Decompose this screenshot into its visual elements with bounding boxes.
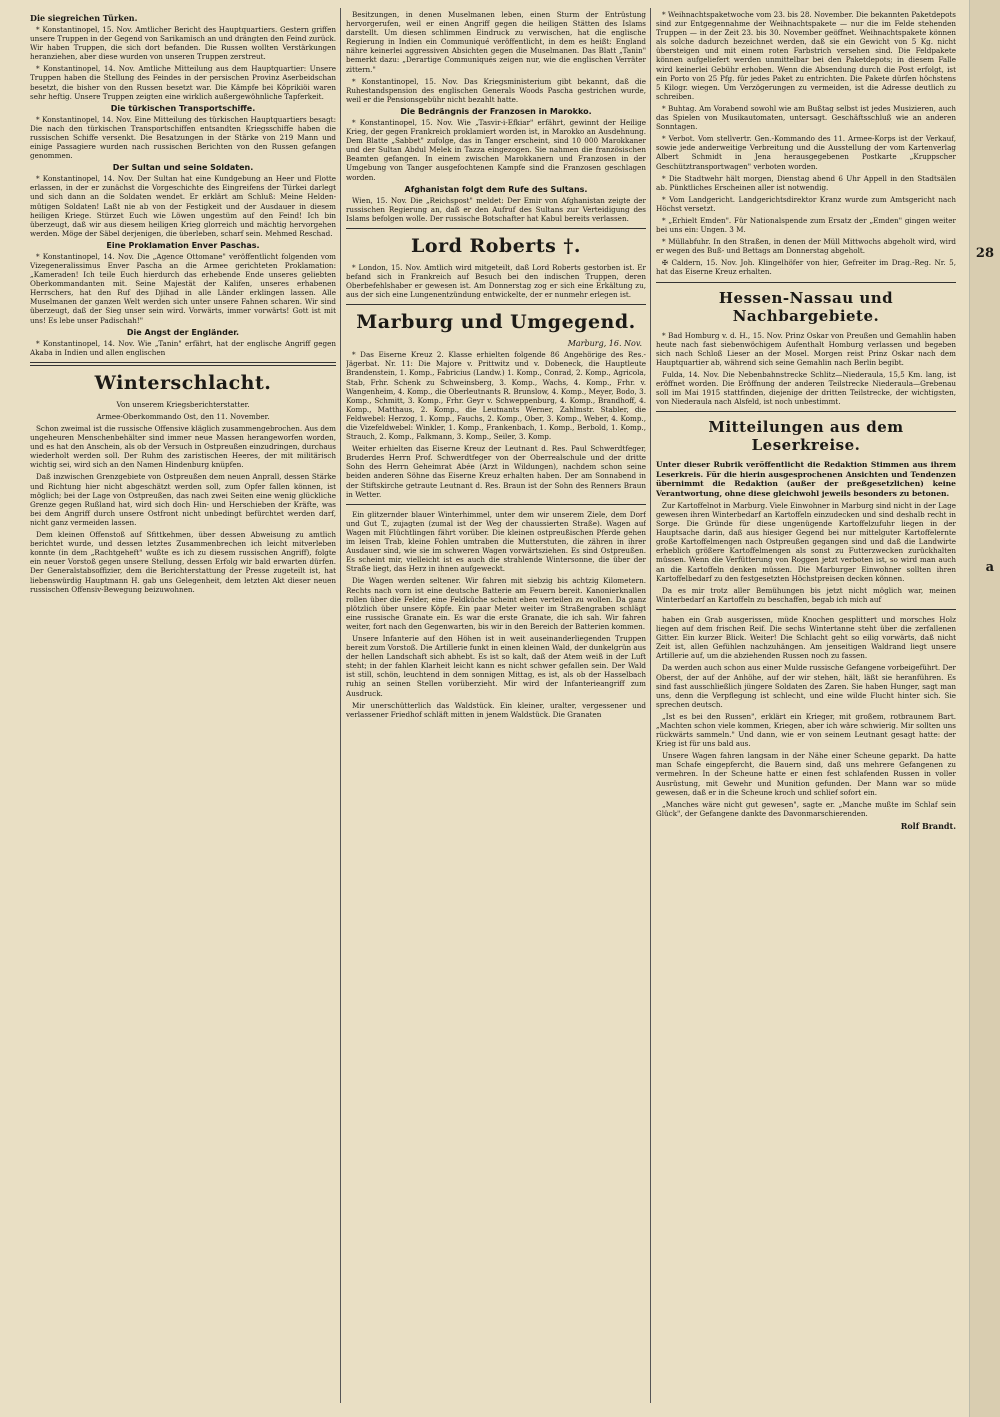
article-title: Mitteilungen aus dem Leserkreise. [708, 418, 904, 455]
dateline: Armee-Oberkommando Ost, den 11. November. [96, 411, 270, 421]
article-paragraph: * Konstantinopel, 15. Nov. Wie „Tasvir-i-Efkiar" erfährt, gewinnt der Heilige Krieg, der gegen Frankreich proklamiert worden ist, in Marokko an Ausdehnung. Dem Blatte „Sabbet" zufolge, das in Tanger erscheint, sind 10 000 Marokkaner und der Sultan Abdul Melek in Tazza eingezogen. Sie nahmen die französischen Beamten gefangen. In einem zwischen Marokkanern und Franzosen in der Umgebung von Tanger ausgefochtenen Kampfe sind die Franzosen geschlagen worden. [346, 117, 646, 182]
column-1 [30, 10, 336, 1399]
article-paragraph: Weiter erhielten das Eiserne Kreuz der Leutnant d. Res. Paul Schwerdtfeger, Bruderdes Herrn Prof. Schwerdtfeger von der Oberrealschule und der dritte Sohn des Herrn Geheimrat Abée (Arzt in Wildungen), nachdem schon seine beiden anderen Söhne das Eiserne Kreuz erhalten haben. Der am Sonnabend in der Stiftskirche getraute Leutnant d. Res. Braun ist der Sohn des Renners Braun in Wetter. [346, 444, 646, 499]
margin-mark: 28 [975, 246, 994, 261]
article-paragraph: Fulda, 14. Nov. Die Nebenbahnstrecke Schlitz—Niederaula, 15,5 Km. lang, ist eröffnet worden. Die Eröffnung der anderen Teilstrecke Niederaula—Grebenau soll im Mai 1915 stattfinden, diejenige der dritten Teilstrecke, der wichtigsten, von Niederaula nach Alsfeld, ist noch unbestimmt. [656, 369, 956, 407]
article-paragraph: * Vom Landgericht. Landgerichtsdirektor Kranz wurde zum Amtsgericht nach Höchst versetzt. [656, 194, 956, 213]
margin-mark: a [985, 560, 994, 575]
article-paragraph: * Konstantinopel, 14. Nov. Der Sultan hat eine Kundgebung an Heer und Flotte erlassen, in der er zunächst die Vorgeschichte des Eingreifens der Türkei darlegt und sich dann an die Soldaten wendet. Er erklärt am Schluß: Meine Helden-mütigen Soldaten! Laßt nie ab von der Festigkeit und der Ausdauer in diesem heiligen Kriege. Stürzet Euch wie Löwen ungestüm auf den Feind! Ich bin überzeugt, daß wir aus diesem heiligen Krieg glorreich und mächtig hervorgehen werden. Möge der Säbel derjenigen, die überleben, scharf sein. Mehmed Reschad. [30, 174, 336, 238]
section-heading: Afghanistan folgt dem Rufe des Sultans. [404, 184, 588, 194]
article-paragraph: * Die Stadtwehr hält morgen, Dienstag abend 6 Uhr Appell in den Stadtsälen ab. Pünktliches Erscheinen aller ist notwendig. [656, 173, 956, 192]
article-paragraph: * Konstantinopel, 15. Nov. Amtlicher Bericht des Hauptquartiers. Gestern griffen unsere Truppen in der Gegend von Sarikamisch an und drängten den Feind zurück. Wir haben Truppen, die sich dort befanden. Die Russen wollten Verstärkungen heranziehen, aber diese wurden von unseren Truppen zerstreut. [30, 25, 336, 62]
article-paragraph: * „Erhielt Emden". Für Nationalspende zum Ersatz der „Emden" gingen weiter bei uns ein: Ungen. 3 M. [656, 215, 956, 235]
divider [346, 504, 646, 505]
divider [656, 282, 956, 283]
article-paragraph: * Das Eiserne Kreuz 2. Klasse erhielten folgende 86 Angehörige des Res.-Jägerbat. Nr. 11: Die Majore v. Prittwitz und v. Dobeneck, die Hauptleute Brandenstein, 1. Komp., Fabricius (Landw.) 1. Komp., Conrad, 2. Komp., Agricola, Stab, Frhr. Schenk zu Schweinsberg, 3. Komp., Wachs, 4. Komp., Frhr. v. Wangenheim, 4. Komp., die Oberleutnants R. Brunslow, 4. Komp., Meyer, Bodo, 3. Komp., Schmitt, 3. Komp., Frhr. Geyr v. Schweppenburg, 4. Komp., Brandhoff, 4. Komp., Matthaus, 2. Komp., die Leutnants Werner, Zahlmstr. Stabler, die Feldwebel: Herzog, 1. Komp., Fauchs, 2. Komp., Ober, 3. Komp., Weber, 4. Komp., die Vizefeldwebel: Winkler, 1. Komp., Frankenbach, 1. Komp., Berbold, 1. Komp., Strauch, 2. Komp., Falkmann, 3. Komp., Seiler, 3. Komp. [346, 350, 646, 442]
section-heading: Eine Proklamation Enver Paschas. [106, 240, 260, 250]
article-paragraph: * Bad Homburg v. d. H., 15. Nov. Prinz Oskar von Preußen und Gemahlin haben heute nach fast siebenwöchigem Aufenthalt Homburg verlassen und begeben sich nach Schloß Lieser an der Mosel. Morgen reist Prinz Oskar nach dem Hauptquartier ab, während sich seine Gemahlin nach Berlin begibt. [656, 330, 956, 367]
article-paragraph: Daß inzwischen Grenzgebiete von Ostpreußen dem neuen Anprall, dessen Stärke und Richtung hier nicht abgeschätzt werden soll, zum Opfer fallen können, ist möglich; bei der Lage von Ostpreußen, das nach zwei Seiten eine wenig glückliche Grenze gegen Rußland hat, wird sich doch Hin- und Herschieben der Kräfte, was bei dem Angriff durch unsere Ostfront nicht unbedingt befürchtet werden darf, nicht ganz vermeiden lassen. [30, 472, 336, 527]
divider [30, 362, 336, 366]
divider [346, 304, 646, 305]
article-paragraph: Schon zweimal ist die russische Offensive kläglich zusammengebrochen. Aus dem ungeheuren Menschenbehälter sind immer neue Massen herangeworfen worden, und es hat den Anschein, als ob der Versuch in Ostpreußen einzudringen, durchaus wiederholt werden soll. Der Ruhm des zaristischen Heeres, der mit militärisch wichtig sei, wird sich an den Namen Hindenburg knüpfen. [30, 424, 336, 470]
column-3 [656, 10, 956, 1399]
article-title: Marburg und Umgegend. [356, 311, 636, 334]
article-paragraph: * Konstantinopel, 14. Nov. Wie „Tanin" erfährt, hat der englische Angriff gegen Akaba in Indien und allen englischen [30, 338, 336, 357]
article-paragraph: Ein glitzernder blauer Winterhimmel, unter dem wir unserem Ziele, dem Dorf und Gut T., zujagten (zumal ist der Weg der chaussierten Straße). Wagen auf Wagen mit Flüchtlingen fährt vorüber. Die kleinen ostpreußischen Pferde gehen im leisen Trab, kleine Fohlen umtraben die Mutterstuten, die zähren in ihrer Ausdauer sind, wie sie im schweren Wagen vorwärtsziehen. Es sind Ostpreußen. Es scheint mir, vielleicht ist es auch die strahlende Wintersonne, die über der Straße liegt, das Herz in ihnen aufgeweckt. [346, 509, 646, 574]
article-paragraph: ✠ Caldern, 15. Nov. Joh. Klingelhöfer von hier, Gefreiter im Drag.-Reg. Nr. 5, hat das Eiserne Kreuz erhalten. [656, 258, 956, 277]
section-heading: Die türkischen Transportschiffe. [110, 103, 256, 113]
article-title: Winterschlacht. [94, 371, 272, 394]
section-heading: Die Bedrängnis der Franzosen in Marokko. [400, 106, 592, 116]
article-paragraph: Zur Kartoffelnot in Marburg. Viele Einwohner in Marburg sind nicht in der Lage gewesen ihren Winterbedarf an Kartoffeln einzudecken und sind deshalb recht in Sorge. Die Gründe für diese ungenügende Kartoffelzufuhr liegen in der Hauptsache darin, daß aus hiesiger Gegend bei nur mittelguter Kartoffelernte große Kartoffelmengen nach Ostpreußen gegangen sind und daß die Landwirte erheblich größere Kartoffelmengen als sonst zu Futterzwecken zurückhalten müssen. Wenn die Verfütterung von Roggen jetzt verboten ist, so wird man auch an die Kartoffeln denken müssen. Die Marburger Einwohner sollten ihren Kartoffelbedarf zu den festgesetzten Höchstpreisen decken können. [656, 500, 956, 583]
byline: Von unserem Kriegsberichterstatter. [116, 399, 250, 409]
article-paragraph: Besitzungen, in denen Muselmanen leben, einen Sturm der Entrüstung hervorgerufen, weil er einen Angriff gegen die heiligen Stätten des Islams darstellt. Um diesen schlimmen Eindruck zu verwischen, hat die englische Regierung in Indien ein Communiqué veröffentlicht, in dem es heißt: England nähre keinerlei aggressiven Absichten gegen die Muselmanen. Das Blatt „Tanin" bemerkt dazu: „Derartige Communiqués zeigen nur, wie die englischen Verräter zittern." [346, 10, 646, 74]
article-paragraph: Unsere Wagen fahren langsam in der Nähe einer Scheune geparkt. Da hatte man Schafe eingepfercht, die Bauern sind, daß uns mehrere Gefangenen zu vermehren. In der Scheune hatte er einen fest schlafenden Russen in voller Ausrüstung, mit Gewehr und Munition gefunden. Der Mann war so müde gewesen, daß er in die Scheune kroch und schlief sofort ein. [656, 751, 956, 797]
article-paragraph: Dem kleinen Offenstoß auf Sfittkehmen, über dessen Abweisung zu amtlich berichtet wurde, und dessen letztes Zusammenbrechen ich leicht mitverleben konnte (in dem „Rachtgeheft" wußte es ich zu diesem russischen Angriff), folgte ein neuer Vorstoß gegen unsere Stellung, dessen Erfolg wir bald erwarten dürfen. Der Generalstabsoffizier, dem die Berichterstattung der Presse zugeteilt ist, hat liebenswürdig Hauptmann H. gab uns Gelegenheit, dem letzten Akt dieser neuen russischen Offensiv-Bewegung beizuwohnen. [30, 530, 336, 594]
article-paragraph: Wien, 15. Nov. Die „Reichspost" meldet: Der Emir von Afghanistan zeigte der russischen Regierung an, daß er den Aufruf des Sultans zur Verteidigung des Islams befolgen wolle. Der russische Botschafter hat Kabul bereits verlassen. [346, 195, 646, 223]
article-paragraph: „Ist es bei den Russen", erklärt ein Krieger, mit großem, rotbraunem Bart. „Machten schon viele kommen, Kriegen, aber ich wäre schwierig. Mir sollten uns rückwärts sammeln." Und dann, wie er von seinem Leutnant gesagt hatte: der Krieg ist für uns bald aus. [656, 711, 956, 749]
section-heading: Die siegreichen Türken. [30, 13, 138, 23]
divider [656, 609, 956, 610]
section-heading: Der Sultan und seine Soldaten. [112, 163, 254, 173]
column-2 [346, 10, 646, 1399]
article-paragraph: * Konstantinopel, 15. Nov. Das Kriegsministerium gibt bekannt, daß die Ruhestandspension des englischen Generals Woods Pascha gestrichen wurde, weil er die Pensionsgebühr nicht bezahlt hatte. [346, 76, 646, 104]
article-paragraph: Da es mir trotz aller Bemühungen bis jetzt nicht möglich war, meinen Winterbedarf an Kartoffeln zu beschaffen, begab ich mich auf [656, 585, 956, 604]
article-title: Lord Roberts †. [411, 234, 581, 257]
column-rule [340, 8, 341, 1403]
article-paragraph: * London, 15. Nov. Amtlich wird mitgeteilt, daß Lord Roberts gestorben ist. Er befand sich in Frankreich auf Besuch bei den indischen Truppen, deren Oberbefehlshaber er gewesen ist. Am Donnerstag zog er sich eine Erkältung zu, aus der sich eine Lungenentzündung entwickelte, der er nunmehr erlegen ist. [346, 262, 646, 300]
article-paragraph: * Konstantinopel, 14. Nov. Amtliche Mitteilung aus dem Hauptquartier: Unsere Truppen haben die Stellung des Feindes in der persischen Provinz Aserbeidschan besetzt, die bisher von den Russen besetzt war. Die Kämpfe bei Köprikiöi waren sehr heftig. Unsere Truppen zeigten eine wirklich außergewöhnliche Tapferkeit. [30, 64, 336, 101]
article-paragraph: Unsere Infanterie auf den Höhen ist in weit auseinanderliegenden Truppen bereit zum Vorstoß. Die Artillerie funkt in einen kleinen Wald, der dunkelgrün aus der hellen Landschaft sich abhebt. Es ist so kalt, daß der Atem weiß in der Luft steht; in der fahlen Klarheit leicht kann es nicht schwer gefallen sein. Der Wald ist still, schön, leuchtend in dem sonnigen Mittag, es ist, als ob der Hasselbach ruhig an seinen Stellen vorüberzieht. Mir wird der Infanterieangriff zum Ausdruck. [346, 633, 646, 698]
section-heading: Die Angst der Engländer. [126, 327, 240, 337]
adjacent-page-edge [969, 0, 1000, 1417]
article-paragraph: * Verbot. Vom stellvertr. Gen.-Kommando des 11. Armee-Korps ist der Verkauf, sowie jede anderweitige Verbreitung und die Ausstellung der vom Kartenverlag Albert Schmidt in Jena herausgegebenen Postkarte „Kruppscher Geschütztransportwagen" verboten worden. [656, 134, 956, 171]
article-paragraph: * Müllabfuhr. In den Straßen, in denen der Müll Mittwochs abgeholt wird, wird er wegen des Buß- und Bettags am Donnerstag abgeholt. [656, 237, 956, 256]
article-paragraph: haben ein Grab ausgerissen, müde Knochen gesplittert und morsches Holz liegen auf dem frischen Reif. Die sechs Wintertanne steht über die zerfallenen Gitter. Ein kurzer Blick. Weiter! Die Schlacht geht so eilig vorwärts, daß nicht Zeit ist, allen Gefühlen nachzuhängen. Am jenseitigen Waldrand liegt unsere Artillerie auf, um die abziehenden Russen noch zu fassen. [656, 614, 956, 661]
dateline: Marburg, 16. Nov. [567, 339, 642, 349]
divider [656, 411, 956, 412]
article-paragraph: * Konstantinopel, 14. Nov. Eine Mitteilung des türkischen Hauptquartiers besagt: Die nach den türkischen Transportschiffen entsandten Kriegsschiffe haben die russischen Schiffe versenkt. Die Besatzungen in der Stärke von 219 Mann und einige Passagiere wurden nach russischen Berichten von den Russen gefangen genommen. [30, 114, 336, 161]
divider [346, 228, 646, 229]
article-paragraph: Die Wagen werden seltener. Wir fahren mit siebzig bis achtzig Kilometern. Rechts nach vorn ist eine deutsche Batterie am Feuern bereit. Kanonierknallen rollen über die Felder, eine Feldküche scheint eben verteilen zu wollen. Da ganz plötzlich über unsere Köpfe. Ein paar Meter weiter im Straßengraben schlägt eine russische Granate ein. Es war die erste Granate, die ich sah. Wir fahren weiter, fort nach den Gegenwarten, bis wir in den Bereich der Batterien kommen. [346, 576, 646, 631]
article-paragraph: * Konstantinopel, 14. Nov. Die „Agence Ottomane" veröffentlicht folgenden vom Vizegeneralissimus Enver Pascha an die Armee gerichteten Proklamation: „Kameraden! Ich teile Euch hierdurch das erhebende Ende unseres geliebten Oberkommandanten mit. Seine Majestät der Kalifen, unseres erhabenen Herrschers, hat den Ruf des Djihad in alle Länder erklingen lassen. Alle Muselmanen der ganzen Welt werden sich unter unsere Fahnen scharen. Wir sind überzeugt, daß der Sieg unser sein wird. Vorwärts, immer vorwärts! Gott ist mit uns! Es lebe unser Padischah!" [30, 251, 336, 325]
author-signature: Rolf Brandt. [900, 820, 956, 831]
editorial-note: Unter dieser Rubrik veröffentlicht die Redaktion Stimmen aus ihrem Leserkreis. Für die hierin ausgesprochenen Ansichten und Tendenzen übernimmt die Redaktion (außer der preßgesetzlichen) keine Verantwortung, ohne diese gleichwohl jeweils besonders zu betonen. [656, 460, 956, 498]
article-paragraph: * Weihnachtspaketwoche vom 23. bis 28. November. Die bekannten Paketdepots sind zur Entgegennahme der Weihnachtspakete — nur die im Felde stehenden Truppen — in der Zeit 23. bis 30. November geöffnet. Weihnachtspakete können als solche dadurch bezeichnet werden, daß sie ein Gewicht von 5 Kg. nicht übersteigen und mit einem roten Farbstrich versehen sind. Die Feldpakete können aufgeliefert werden unmittelbar bei den Paketdepots; in diesem Falle wird keinerlei Gebühr erhoben. Wenn die Absendung durch die Post erfolgt, ist ein Porto von 25 Pfg. für jedes Paket zu entrichten. Die Pakete dürfen höchstens 5 Kilogr. wiegen. Um Verzögerungen zu vermeiden, ist die Adresse deutlich zu schreiben. [656, 10, 956, 101]
column-rule [650, 8, 651, 1403]
article-paragraph: * Buhtag. Am Vorabend sowohl wie am Bußtag selbst ist jedes Musizieren, auch das Spielen von Musikautomaten, untersagt. Geschäftsschluß wie an anderen Sonntagen. [656, 103, 956, 132]
article-title: Hessen-Nassau und Nachbargebiete. [718, 288, 894, 325]
article-paragraph: Mir unerschütterlich das Waldstück. Ein kleiner, uralter, vergessener und verlassener Friedhof schläft mitten in jenem Waldstück. Die Granaten [346, 700, 646, 719]
article-paragraph: Da werden auch schon aus einer Mulde russische Gefangene vorbeigeführt. Der Oberst, der auf der Anhöhe, auf der wir stehen, hält, läßt sie heranführen. Es sind fast ausschließlich jüngere Soldaten des Zaren. Sie haben Hunger, sagt man uns, denn die Verpflegung ist schlecht, und eine wilde Flucht hinter sich. Sie sprechen deutsch. [656, 663, 956, 709]
article-paragraph: „Manches wäre nicht gut gewesen", sagte er. „Manche mußte im Schlaf sein Glück", der Gefangene dankte des Davonmarschierenden. [656, 799, 956, 818]
